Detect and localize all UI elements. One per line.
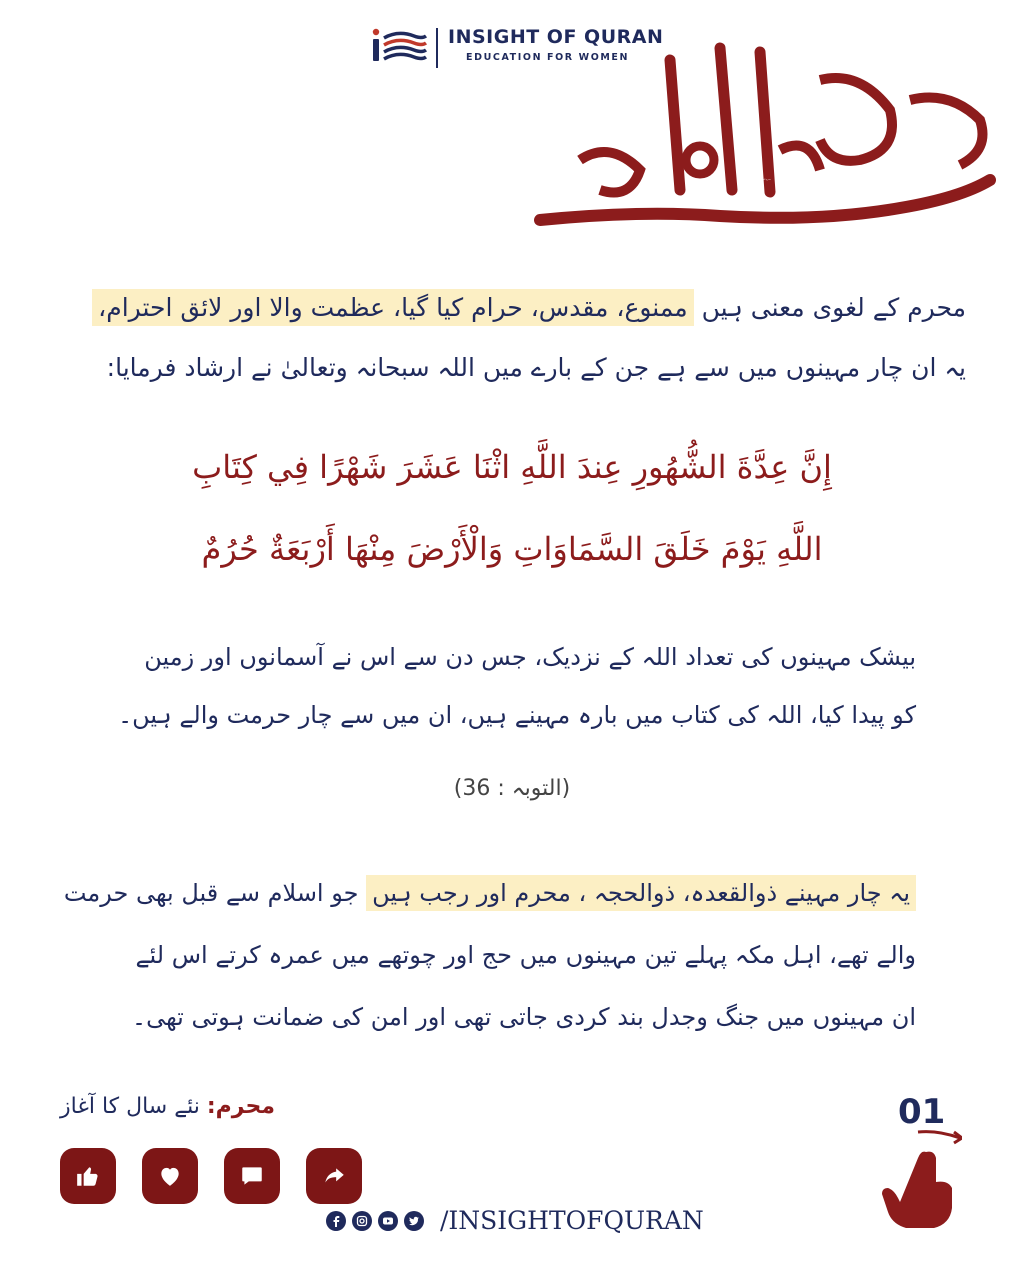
translation-line-1: بیشک مہینوں کی تعداد اللہ کے نزدیک، جس دن سے اس نے آسمانوں اور زمین xyxy=(144,643,916,671)
swipe-hand-icon[interactable] xyxy=(878,1130,962,1230)
heart-icon xyxy=(157,1163,183,1189)
calligraphy-text: محرم الحرام xyxy=(760,179,771,181)
share-button[interactable] xyxy=(306,1148,362,1204)
logo-divider xyxy=(436,28,438,68)
translation-line-2: کو پیدا کیا، اللہ کی کتاب میں بارہ مہینے ہیں، ان میں سے چار حرمت والے ہیں۔ xyxy=(118,701,916,729)
sacred-months-paragraph xyxy=(60,862,916,1048)
intro-line-2: یہ ان چار مہینوں میں سے ہے جن کے بارے میں اللہ سبحانہ وتعالیٰ نے ارشاد فرمایا: xyxy=(106,353,966,382)
share-icon xyxy=(321,1163,347,1189)
verse-line-2: اللَّهِ يَوْمَ خَلَقَ السَّمَاوَاتِ وَالْأَرْضَ مِنْهَا أَرْبَعَةٌ حُرُمٌ xyxy=(201,530,823,568)
sacred-months-line-1 xyxy=(60,862,916,924)
sacred-months-line-1-rest: جو اسلام سے قبل بھی حرمت xyxy=(63,879,367,907)
sacred-months-line-3: ان مہینوں میں جنگ وجدل بند کردی جاتی تھی اور امن کی ضمانت ہوتی تھی۔ xyxy=(132,1003,916,1031)
brand-title: INSIGHT OF QURAN xyxy=(448,26,664,48)
verse-line-1: إِنَّ عِدَّةَ الشُّهُورِ عِندَ اللَّهِ اثْنَا عَشَرَ شَهْرًا فِي كِتَابِ xyxy=(192,448,832,486)
twitter-icon[interactable] xyxy=(404,1211,424,1231)
series-label xyxy=(60,1094,275,1119)
social-icons xyxy=(326,1211,424,1231)
instagram-icon[interactable] xyxy=(352,1211,372,1231)
series-label-rest: نئے سال کا آغاز xyxy=(60,1094,207,1119)
insight-of-quran-logo-icon xyxy=(368,26,428,66)
like-button[interactable] xyxy=(60,1148,116,1204)
love-button[interactable] xyxy=(142,1148,198,1204)
series-label-red: محرم: xyxy=(206,1094,275,1119)
translation-paragraph xyxy=(60,628,916,744)
facebook-icon[interactable] xyxy=(326,1211,346,1231)
sacred-months-highlight: یہ چار مہینے ذوالقعدہ، ذوالحجہ ، محرم اور رجب ہیں xyxy=(366,875,916,911)
intro-highlight: ممنوع، مقدس، حرام کیا گیا، عظمت والا اور لائق احترام، xyxy=(92,289,694,326)
youtube-icon[interactable] xyxy=(378,1211,398,1231)
comment-button[interactable] xyxy=(224,1148,280,1204)
comment-icon xyxy=(239,1163,265,1189)
intro-line-1 xyxy=(40,278,966,338)
intro-paragraph xyxy=(40,278,966,398)
verse-reference: (التوبہ : 36) xyxy=(453,776,571,801)
page-number: 01 xyxy=(898,1092,946,1132)
sacred-months-line-2: والے تھے، اہل مکہ پہلے تین مہینوں میں حج اور چوتھے میں عمرہ کرتے اس لئے xyxy=(135,941,916,969)
brand-subtitle: EDUCATION FOR WOMEN xyxy=(466,52,630,63)
like-icon xyxy=(75,1163,101,1189)
calligraphy-title xyxy=(520,40,1000,240)
social-handle[interactable]: /INSIGHTOFQURAN xyxy=(440,1206,704,1235)
intro-line-1-plain: محرم کے لغوی معنی ہیں xyxy=(693,293,966,322)
action-buttons xyxy=(60,1148,362,1204)
